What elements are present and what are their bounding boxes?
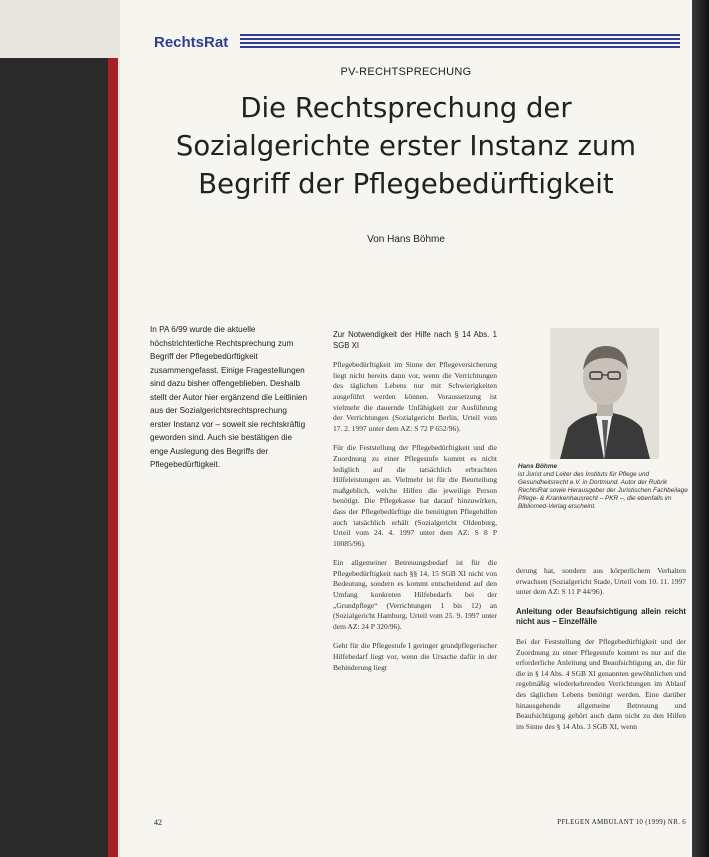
body-paragraph: Bei der Feststellung der Pflegebedürftigkeit und der Zuordnung zu einer Pflegestufe kommt es nur auf die erforderliche Anleitung und Beaufsichtigung an, die für die in § 14 Abs. 4 SGB XI genannten gewöhnlichen und regelmäßig wiederkehrenden Verrichtungen im Ablauf des täglichen Lebens benötigt werden. Eine darüber hinausgehende allgemeine Betreuung und Beaufsichtigung gehört auch dann nicht zu den Hilfen im Sinne des § 14 Abs. 3 SGB XI, wenn <box>516 636 686 731</box>
body-column-1 <box>333 330 497 682</box>
body-paragraph: Geht für die Pflegestufe I geringer grundpflegerischer Hilfebedarf liegt vor, wenn die Ursache dafür in der Behinderung liegt <box>333 641 497 672</box>
journal-footer: PFLEGEN AMBULANT 10 (1999) NR. 6 <box>557 818 686 826</box>
book-spine-dark <box>0 58 108 857</box>
page-number: 42 <box>154 818 162 827</box>
body-paragraph: Für die Feststellung der Pflegebedürftigkeit und die Zuordnung zu einer Pflegestufe kommt es nicht lediglich auf die tatsächlich erbrachten Hilfeleistungen an. Vielmehr ist für die Beurteilung maßgeblich, welche Hilfen die jeweilige Person benötigt. Die Pflegekasse hat darauf hinzuwirken, dass der Pflegebedürftige die benötigten Pflegehilfen auch tatsächlich erhält (Sozialgericht Oldenburg, Urteil vom 24. 4. 1997 unter dem AZ: S 8 P 10085/96). <box>333 443 497 548</box>
masthead-rules <box>240 34 680 52</box>
body-column-2 <box>516 566 686 741</box>
subheading-guidance: Anleitung oder Beaufsichtigung allein reicht nicht aus – Einzelfälle <box>516 606 686 627</box>
author-bio: ist Jurist und Leiter des Instituts für Pflege und Gesundheitsrecht e.V. in Dortmund. Autor der Rubrik RechtsRat sowie Herausgeber der Juristischen Fachbeilage Pflege- & Krankenhausrecht – PKR –, die ebenfalls im Bibliomed-Verlag erscheint. <box>518 471 688 510</box>
book-spine-red <box>108 58 118 857</box>
title-line-1: Die Rechtsprechung der <box>240 92 572 124</box>
masthead-label: RechtsRat <box>154 34 229 51</box>
article-title <box>120 89 692 203</box>
title-line-2: Sozialgerichte erster Instanz zum <box>175 130 637 162</box>
magazine-page <box>120 0 692 857</box>
author-photo <box>550 328 659 459</box>
author-name: Hans Böhme <box>518 463 558 470</box>
byline: Von Hans Böhme <box>367 234 445 245</box>
body-paragraph: Pflegebedürftigkeit im Sinne der Pflegeversicherung liegt nicht bereits dann vor, wenn die Verrichtungen des täglichen Lebens nur mit Schwierigkeiten ausgeführt werden können. Voraussetzung ist vielmehr die dauernde Unfähigkeit zur Ausführung der Verrichtungen (Sozialgericht Berlin, Urteil vom 17. 2. 1997 unter dem AZ: S 72 P 652/96). <box>333 360 497 433</box>
author-caption <box>518 463 688 511</box>
lead-paragraph: In PA 6/99 wurde die aktuelle höchstrichterliche Rechtsprechung zum Begriff der Pflegebedürftigkeit zusammengefasst. Einige Fragestellungen sind dazu bisher offengeblieben. Deshalb stellt der Autor hier ergänzend die Leitlinien aus der Sozialgerichtsrechtsprechung erster Instanz vor – soweit sie rechtskräftig geworden sind. Auch sie bestätigen die enge Auslegung des Begriffs der Pflegebedürftigkeit. <box>150 325 308 469</box>
section-kicker: PV-RECHTSPRECHUNG <box>340 66 472 78</box>
portrait-image <box>550 328 659 459</box>
body-paragraph: derung hat, sondern aus körperlichem Verhalten erwachsen (Sozialgericht Stade, Urteil vom 10. 11. 1997 unter dem AZ: S 11 P 44/96). <box>516 566 686 597</box>
title-line-3: Begriff der Pflegebedürftigkeit <box>198 168 614 200</box>
page-shadow <box>692 0 709 857</box>
subheading-necessity: Zur Notwendigkeit der Hilfe nach § 14 Abs. 1 SGB XI <box>333 330 497 350</box>
body-paragraph: Ein allgemeiner Betreuungsbedarf ist für die Pflegebedürftigkeit nach §§ 14, 15 SGB XI nicht von Bedeutung, sondern es kommt entscheidend auf den Umfang konkreten Hilfebedarfs bei der „Grundpflege“ (Verrichtungen 1 bis 12) an (Sozialgericht Hamburg, Urteil vom 25. 9. 1997 unter dem AZ: 24 P 320/96). <box>333 558 497 631</box>
